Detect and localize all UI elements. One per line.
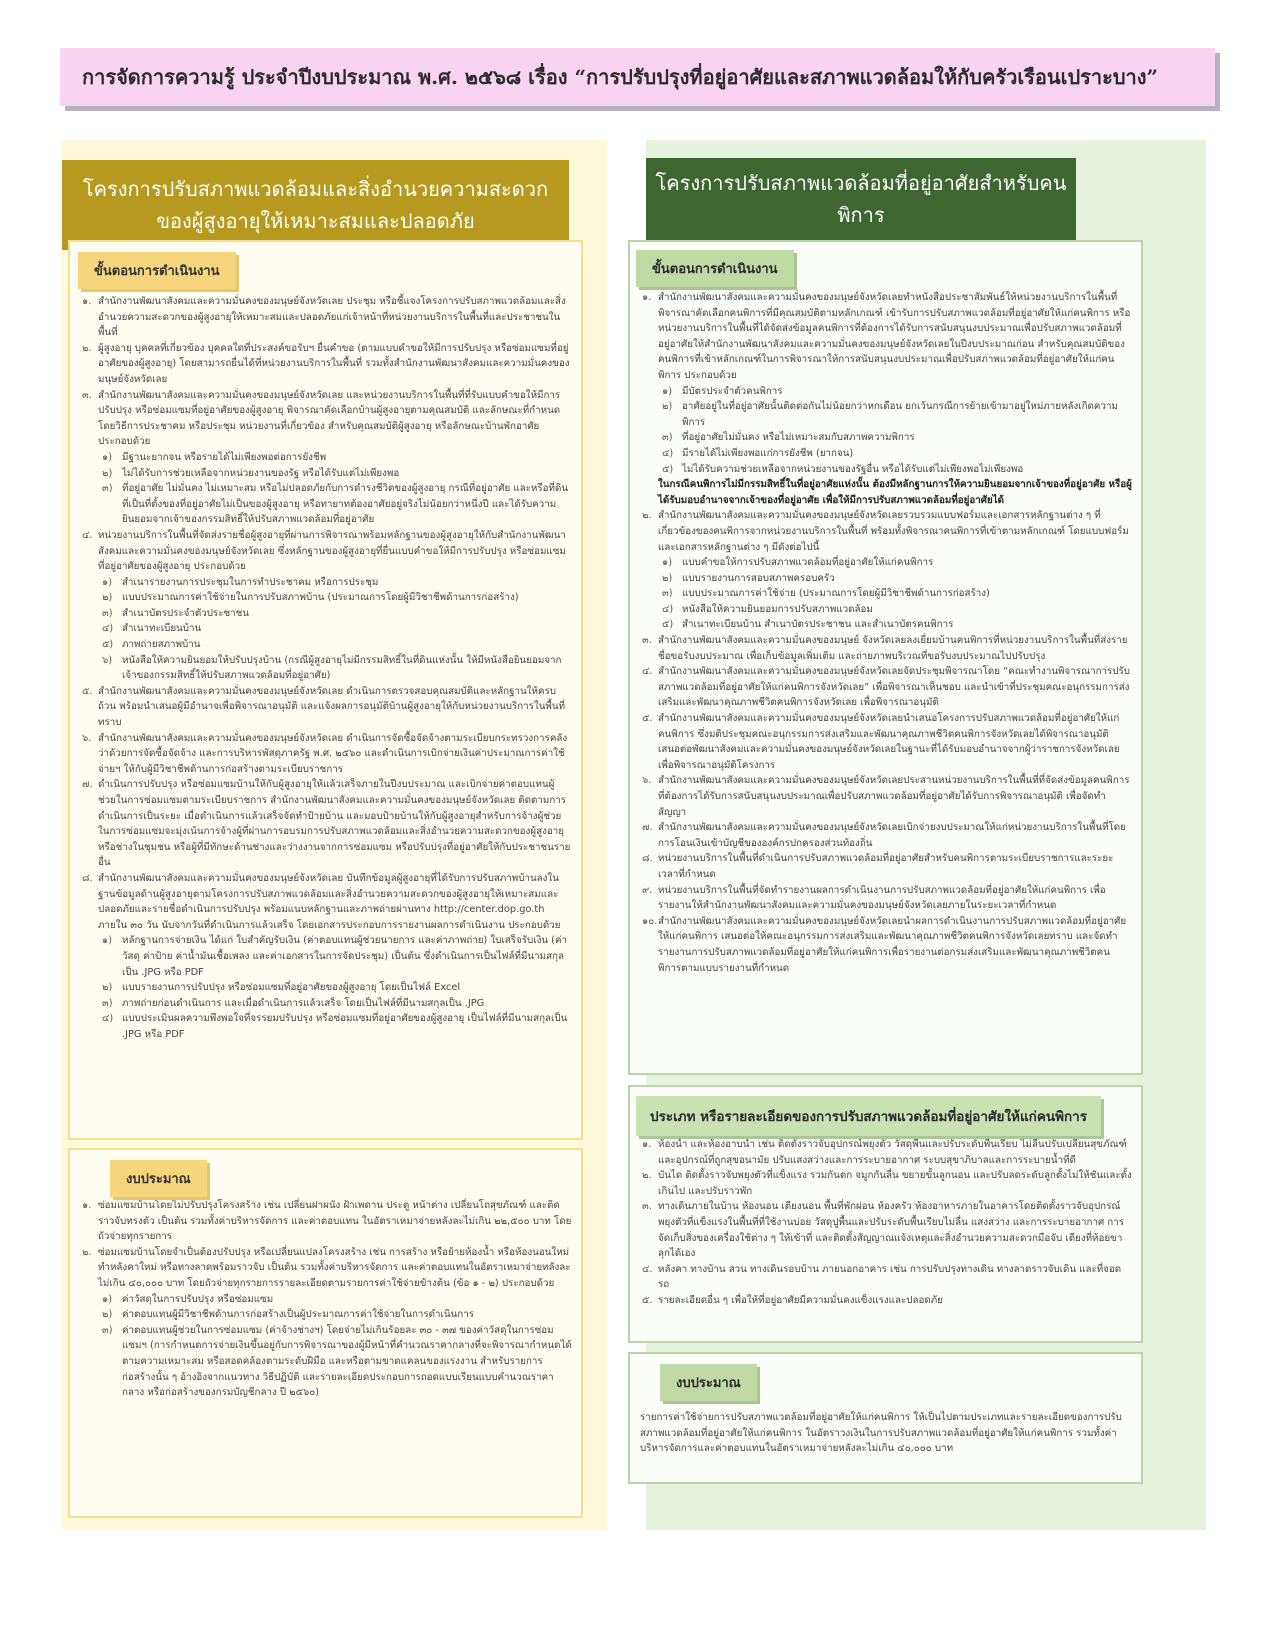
list-item: ๖. สำนักงานพัฒนาสังคมและความมั่นคงของมนุษย์จังหวัดเลยประสานหน่วยงานบริการในพื้นที่ที่จัดส่งข้อมูลคนพิการที่ต้องการได้รับการสนับสนุนงบประมาณเพื่อปรับสภาพแวดล้อมที่อยู่อาศัยได้รับการพิจารณาอนุมัติ เพื่อจัดทำสัญญา (642, 775, 1130, 818)
list-item: ๑. สำนักงานพัฒนาสังคมและความมั่นคงของมนุษย์จังหวัดเลย ประชุม หรือชี้แจงโครงการปรับสภาพแวดล้อมและสิ่งอำนวยความสะดวกของผู้สูงอายุให้เหมาะสมและปลอดภัยแก่เจ้าหน้าที่หน่วยงานบริการในพื้นที่และประชาชนในพื้นที่ (82, 296, 566, 339)
list-item: ๒. สำนักงานพัฒนาสังคมและความมั่นคงของมนุษย์จังหวัดเลยรวบรวมแบบฟอร์มและเอกสารหลักฐานต่าง ๆ ที่เกี่ยวข้องของคนพิการจากหน่วยงานบริการในพื้นที่ พร้อมทั้งพิจารณาคนพิการที่เข้าตามหลักเกณฑ์ โดยแบบฟอร์มและเอกสารหลักฐานต่าง ๆ มีดังต่อไปนี้ (642, 510, 1129, 553)
sub-item: ๔) สำเนาทะเบียนบ้าน (102, 623, 202, 635)
disability-project-title: โครงการปรับสภาพแวดล้อมที่อยู่อาศัยสำหรับคนพิการ (655, 171, 1067, 227)
sub-item: ๒) อาศัยอยู่ในที่อยู่อาศัยนั้นติดต่อกันไม่น้อยกว่าหกเดือน ยกเว้นกรณีการย้ายเข้ามาอยู่ใหม่ภายหลังเกิดความพิการ (662, 401, 1118, 428)
elderly-budget-panel (68, 1148, 583, 1518)
sub-item: ๕) สำเนาทะเบียนบ้าน สำเนาบัตรประชาชน และสำเนาบัตรคนพิการ (662, 619, 954, 631)
sub-item: ๓) ค่าตอบแทนผู้ช่วยในการซ่อมแซม (ค่าจ้างช่างฯ) โดยจ่ายไม่เกินร้อยละ ๓๐ - ๓๗ ของค่าวัสดุในการซ่อมแซมฯ (การกำหนดการจ่ายเงินขึ้นอยู่กับการพิจารณาของผู้มีหน้าที่คำนวณราคากลางที่จะพิจารณากำหนดได้ตามความเหมาะสม หรือสอดคล้องตามระดับฝีมือ และหรือตามขาดแคลนของแรงงาน สำหรับรายการก่อสร้างนั้น ๆ อ้างอิงจากแนวทาง วิธีปฏิบัติ และรายละเอียดประกอบการถอดแบบเรียนแบบคำนวณราคากลาง หรือก่อสร้างของกรมบัญชีกลาง ปี ๒๕๖๐) (102, 1324, 572, 1399)
disability-steps-heading: ขั้นตอนการดำเนินงาน (636, 250, 794, 287)
sub-item: ๑) แบบคำขอให้การปรับสภาพแวดล้อมที่อยู่อาศัยให้แก่คนพิการ (662, 557, 934, 569)
sub-item: ๒) ค่าตอบแทนผู้มีวิชาชีพด้านการก่อสร้างเป็นผู้ประมาณการค่าใช้จ่ายในการดำเนินการ (102, 1309, 474, 1321)
list-item: ๕. รายละเอียดอื่น ๆ เพื่อให้ที่อยู่อาศัยมีความมั่นคงแข็งแรงและปลอดภัย (642, 1294, 943, 1306)
sub-item: ๓) ภาพถ่ายก่อนดำเนินการ และเมื่อดำเนินการแล้วเสร็จ โดยเป็นไฟล์ที่มีนามสกุลเป็น .JPG (102, 997, 485, 1009)
list-item: ๒. ซ่อมแซมบ้านโดยจำเป็นต้องปรับปรุง หรือเปลี่ยนแปลงโครงสร้าง เช่น การสร้าง หรือย้ายห้องน้ำ หรือห้องนอนใหม่ ทำหลังคาใหม่ หรือทางลาดพร้อมราวจับ เป็นต้น รวมทั้งค่าบริหารจัดการ และค่าตอบแทนในอัตราเหมาจ่ายหลังละไม่เกิน ๔๐,๐๐๐ บาท โดยถัวจ่ายทุกรายการรายละเอียดตามรายการค่าใช้จ่ายข้างต้น (ข้อ ๑ - ๒) ประกอบด้วย (82, 1246, 571, 1289)
sub-item: ๒) แบบรายงานการสอบสภาพครอบครัว (662, 572, 835, 584)
sub-item: ๒) ไม่ได้รับการช่วยเหลือจากหน่วยงานของรัฐ หรือได้รับแต่ไม่เพียงพอ (102, 467, 400, 479)
list-item: ๓. ทางเดินภายในบ้าน ห้องนอน เตียงนอน พื้นที่พักผ่อน ห้องครัว ห้องอาหารภายในอาคารโดยติดตั้งราวจับอุปกรณ์พยุงตัวที่แข็งแรงในพื้นที่ที่ใช้งานบ่อย วัสดุปูพื้นและปรับระดับพื้นเรียบไม่ลื่น แสงสว่าง และการระบายอากาศ การจัดเก็บสิ่งของเครื่องใช้ต่าง ๆ ให้เข้าที่ และติดตั้งสัญญาณแจ้งเหตุและสิ่งอำนวยความสะดวกมือจับ เตียงที่ห้อยขาลุกได้เอง (642, 1201, 1124, 1260)
sub-item: ๓) สำเนาบัตรประจำตัวประชาชน (102, 607, 249, 619)
page-banner (60, 48, 1215, 106)
disability-types-heading: ประเภท หรือรายละเอียดของการปรับสภาพแวดล้อมที่อยู่อาศัยให้แก่คนพิการ (636, 1096, 1101, 1136)
list-item: ๗. สำนักงานพัฒนาสังคมและความมั่นคงของมนุษย์จังหวัดเลยเบิกจ่ายงบประมาณให้แก่หน่วยงานบริการในพื้นที่โดยการโอนเงินเข้าบัญชีขององค์กรปกครองส่วนท้องถิ่น (642, 822, 1126, 849)
sub-item: ๒) แบบรายงานการปรับปรุง หรือซ่อมแซมที่อยู่อาศัยของผู้สูงอายุ โดยเป็นไฟล์ Excel (102, 982, 461, 994)
disability-budget-heading: งบประมาณ (660, 1364, 757, 1401)
sub-item: ๖) หนังสือให้ความยินยอมให้ปรับปรุงบ้าน (กรณีผู้สูงอายุไม่มีกรรมสิทธิ์ในที่ดินแห่งนั้น ให้มีหนังสือยินยอมจากเจ้าของกรรมสิทธิ์ให้ปรับสภาพแวดล้อมที่อยู่อาศัย) (102, 654, 562, 682)
list-item: ๑๐. สำนักงานพัฒนาสังคมและความมั่นคงของมนุษย์จังหวัดเลยนำผลการดำเนินงานการปรับสภาพแวดล้อมที่อยู่อาศัยให้แก่คนพิการ เสนอต่อให้คณะอนุกรรมการส่งเสริมและพัฒนาคุณภาพชีวิตคนพิการจังหวัดเลยทราบ และจัดทำรายงานการปรับสภาพแวดล้อมที่อยู่อาศัยให้แก่คนพิการเพื่อรายงานต่อกรมส่งเสริมและพัฒนาคุณภาพชีวิตคนพิการตามแบบรายงานที่กำหนด (642, 915, 1127, 974)
sub-item: ๓) แบบประมาณการค่าใช้จ่าย (ประมาณการโดยผู้มีวิชาชีพด้านการก่อสร้าง) (662, 588, 990, 600)
list-item: ๓. สำนักงานพัฒนาสังคมและความมั่นคงของมนุษย์จังหวัดเลย และหน่วยงานบริการในพื้นที่ที่รับแบบคำขอให้มีการปรับปรุง หรือซ่อมแซมที่อยู่อาศัยของผู้สูงอายุ พิจารณาคัดเลือกบ้านผู้สูงอายุตามคุณสมบัติ และลักษณะที่กำหนด โดยวิธีการประชาคม หรือประชุม หน่วยงานที่เกี่ยวข้อง สำหรับคุณสมบัติผู้สูงอายุ หรือลักษณะบ้านพักอาศัย ประกอบด้วย (82, 389, 561, 448)
ownership-note: ในกรณีคนพิการไม่มีกรรมสิทธิ์ในที่อยู่อาศัยแห่งนั้น ต้องมีหลักฐานการให้ความยินยอมจากเจ้าของที่อยู่อาศัย หรือผู้ได้รับมอบอำนาจจากเจ้าของที่อยู่อาศัย เพื่อให้มีการปรับสภาพแวดล้อมที่อยู่อาศัยได้ (658, 479, 1132, 506)
list-item: ๑. ซ่อมแซมบ้านโดยไม่ปรับปรุงโครงสร้าง เช่น เปลี่ยนฝาผนัง ฝ้าเพดาน ประตู หน้าต่าง เปลี่ยนโถสุขภัณฑ์ และติดราวจับทรงตัว เป็นต้น รวมทั้งค่าบริหารจัดการ และค่าตอบแทน ในอัตราเหมาจ่ายหลังละไม่เกิน ๒๒,๕๐๐ บาท โดยถัวจ่ายทุกรายการ (82, 1200, 572, 1243)
list-item: ๕. สำนักงานพัฒนาสังคมและความมั่นคงของมนุษย์จังหวัดเลย ดำเนินการตรวจสอบคุณสมบัติและหลักฐานให้ครบถ้วน พร้อมนำเสนอผู้มีอำนาจเพื่อพิจารณาอนุมัติ และแจ้งผลการอนุมัติบ้านผู้สูงอายุให้กับหน่วยงานบริการในพื้นที่ทราบ (82, 685, 566, 729)
elderly-steps-heading: ขั้นตอนการดำเนินงาน (78, 252, 236, 289)
sub-item: ๑) มีบัตรประจำตัวคนพิการ (662, 385, 783, 397)
disability-project-header (646, 158, 1076, 240)
sub-item: ๕) ภาพถ่ายสภาพบ้าน (102, 639, 201, 651)
list-item: ๒. ผู้สูงอายุ บุคคลที่เกี่ยวข้อง บุคคลใดที่ประสงค์ขอรับฯ ยื่นคำขอ (ตามแบบคำขอให้มีการปรับปรุง หรือซ่อมแซมที่อยู่อาศัยของผู้สูงอายุ) โดยสามารถยื่นได้ที่หน่วยงานบริการในพื้นที่ รวมทั้งสำนักงานพัฒนาสังคมและความมั่นคงของมนุษย์จังหวัดเลย (82, 342, 570, 385)
elderly-project-header (62, 160, 569, 250)
elderly-steps-panel (68, 240, 583, 1140)
sub-item: ๒) แบบประมาณการค่าใช้จ่ายในการปรับสภาพบ้าน (ประมาณการโดยผู้มีวิชาชีพด้านการก่อสร้าง) (102, 592, 519, 604)
sub-item: ๔) หนังสือให้ความยินยอมการปรับสภาพแวดล้อม (662, 603, 873, 615)
sub-item: ๓) ที่อยู่อาศัยไม่มั่นคง หรือไม่เหมาะสมกับสภาพความพิการ (662, 432, 915, 444)
list-item: ๑. ห้องน้ำ และห้องอาบน้ำ เช่น ติดตั้งราวจับอุปกรณ์พยุงตัว วัสดุพื้นและปรับระดับพื้นเรียบ ไม่ลื่นปรับเปลี่ยนสุขภัณฑ์และอุปกรณ์ที่ถูกสุขอนามัย ปรับแสงสว่างและการระบายอากาศ ระบบสุขาภิบาลและการระบายน้ำที่ดี (642, 1139, 1127, 1166)
list-item: ๓. สำนักงานพัฒนาสังคมและความมั่นคงของมนุษย์ จังหวัดเลยลงเยี่ยมบ้านคนพิการที่หน่วยงานบริการในพื้นที่ส่งรายชื่อขอรับงบประมาณ เพื่อเก็บข้อมูลเพิ่มเติม และถ่ายภาพบริเวณที่ขอรับงบประมาณไปปรับปรุง (642, 635, 1128, 662)
list-item: ๘. หน่วยงานบริการในพื้นที่ดำเนินการปรับสภาพแวดล้อมที่อยู่อาศัยสำหรับคนพิการตามระเบียบราชการและระยะเวลาที่กำหนด (642, 853, 1114, 880)
sub-item: ๓) ที่อยู่อาศัย ไม่มั่นคง ไม่เหมาะสม หรือไม่ปลอดภัยกับการดำรงชีวิตของผู้สูงอายุ กรณีที่อยู่อาศัย และหรือที่ดินที่เป็นที่ตั้งของที่อยู่อาศัยไม่เป็นของผู้สูงอายุ หรือทายาทต้องอาศัยอยู่จริงไม่น้อยกว่าหนึ่งปี และได้รับความยินยอมจากเจ้าของกรรมสิทธิ์ให้ปรับสภาพแวดล้อมที่อยู่อาศัย (102, 483, 569, 526)
list-item: ๗. ดำเนินการปรับปรุง หรือซ่อมแซมบ้านให้กับผู้สูงอายุให้แล้วเสร็จภายในปีงบประมาณ และเบิกจ่ายค่าตอบแทนผู้ช่วยในการซ่อมแซมตามระเบียบราชการ สำนักงานพัฒนาสังคมและความมั่นคงของมนุษย์จังหวัดเลย ติดตามการดำเนินการเป็นระยะ เมื่อดำเนินการแล้วเสร็จจัดทำป้ายบ้าน และมอบป้ายบ้านให้กับผู้สูงอายุสำหรับการจ้างผู้ช่วยในการซ่อมแซมจะมุ่งเน้นการจ้างผู้ที่ผ่านการอบรมการปรับสภาพแวดล้อมและสิ่งอำนวยความสะดวกของผู้สูงอายุ หรือช่างในชุมชน หรือผู้ที่มีทักษะด้านช่างและว่างงานจากการซ่อมแซม หรือปรับปรุงที่อยู่อาศัยให้กับประชาชนรายอื่น (82, 779, 571, 869)
list-item: ๔. หน่วยงานบริการในพื้นที่จัดส่งรายชื่อผู้สูงอายุที่ผ่านการพิจารณาพร้อมหลักฐานของผู้สูงอายุให้กับสำนักงานพัฒนาสังคมและความมั่นคงของมนุษย์จังหวัดเลย ซึ่งหลักฐานของผู้สูงอายุที่ยื่นแบบคำขอให้มีการปรับปรุง หรือซ่อมแซมที่อยู่อาศัยของผู้สูงอายุ ประกอบด้วย (82, 529, 566, 573)
sub-item: ๑) ค่าวัสดุในการปรับปรุง หรือซ่อมแซม (102, 1293, 274, 1305)
list-item: ๔. หลังคา ทางบ้าน สวน ทางเดินรอบบ้าน ภายนอกอาคาร เช่น การปรับปรุงทางเดิน ทางลาดราวจับเดิน และที่จอดรถ (642, 1263, 1122, 1291)
sub-item: ๔) มีรายได้ไม่เพียงพอแก่การยังชีพ (ยากจน) (662, 447, 854, 459)
sub-item: ๕) ไม่ได้รับความช่วยเหลือจากหน่วยงานของรัฐอื่น หรือได้รับแต่ไม่เพียงพอไม่เพียงพอ (662, 463, 1024, 475)
sub-item: ๑) มีฐานะยากจน หรือรายได้ไม่เพียงพอต่อการยังชีพ (102, 451, 327, 463)
list-item: ๒. บันได ติดตั้งราวจับพยุงตัวที่แข็งแรง รวมกันตก จมูกกันลื่น ขยายขั้นลูกนอน และปรับลดระดับลูกตั้งไม่ให้ชันและตั้งเกินไป และปรับราวพัก (642, 1170, 1132, 1197)
page-title: การจัดการความรู้ ประจำปีงบประมาณ พ.ศ. ๒๕๖๘ เรื่อง “การปรับปรุงที่อยู่อาศัยและสภาพแวดล้อมให้กับครัวเรือนเปราะบาง” (82, 65, 1159, 89)
sub-item: ๑) สำเนารายงานการประชุมในการทำประชาคม หรือการประชุม (102, 576, 379, 588)
list-item: ๙. หน่วยงานบริการในพื้นที่จัดทำรายงานผลการดำเนินงานการปรับสภาพแวดล้อมที่อยู่อาศัยให้แก่คนพิการ เพื่อรายงานให้สำนักงานพัฒนาสังคมและความมั่นคงของมนุษย์จังหวัดเลยภายในระยะเวลาที่กำหนด (642, 884, 1106, 912)
sub-item: ๔) แบบประเมินผลความพึงพอใจที่จรรยมปรับปรุง หรือซ่อมแซมที่อยู่อาศัยของผู้สูงอายุ เป็นไฟล์ที่มีนามสกุลเป็น .JPG หรือ PDF (102, 1013, 568, 1040)
list-item: ๔. สำนักงานพัฒนาสังคมและความมั่นคงของมนุษย์จังหวัดเลยจัดประชุมพิจารณาโดย “คณะทำงานพิจารณาการปรับสภาพแวดล้อมที่อยู่อาศัยให้แก่คนพิการจังหวัดเลย” เพื่อพิจารณาเห็นชอบ และนำเข้าที่ประชุมคณะอนุกรรมการส่งเสริมและพัฒนาคุณภาพชีวิตคนพิการจังหวัดเลย เพื่อพิจารณาอนุมัติ (642, 666, 1130, 709)
sub-item: ๑) หลักฐานการจ่ายเงิน ได้แก่ ใบสำคัญรับเงิน (ค่าตอบแทนผู้ช่วยนายการ และค่าภาพถ่าย) ใบเสร็จรับเงิน (ค่าวัสดุ ค่าป้าย ค่าน้ำมันเชื้อเพลง และค่าเอกสารในการจัดประชุม) เป็นต้น ซึ่งดำเนินการเป็นไฟล์ที่มีนามสกุลเป็น .JPG หรือ PDF (102, 935, 568, 978)
elderly-project-title-line1: โครงการปรับสภาพแวดล้อมและสิ่งอำนวยความสะดวก (82, 177, 549, 201)
elderly-project-title-line2: ของผู้สูงอายุให้เหมาะสมและปลอดภัย (156, 209, 475, 233)
elderly-budget-heading: งบประมาณ (110, 1160, 207, 1197)
disability-steps-panel (628, 240, 1143, 1075)
disability-budget-text: รายการค่าใช้จ่ายการปรับสภาพแวดล้อมที่อยู่อาศัยให้แก่คนพิการ ให้เป็นไปตามประเภทและรายละเอียดของการปรับสภาพแวดล้อมที่อยู่อาศัยให้แก่คนพิการ ในอัตราวงเงินในการปรับสภาพแวดล้อมที่อยู่อาศัยให้แก่คนพิการ รวมทั้งค่าบริหารจัดการและค่าตอบแทนในอัตราเหมาจ่ายหลังละไม่เกิน ๔๐,๐๐๐ บาท (640, 1412, 1122, 1455)
list-item: ๕. สำนักงานพัฒนาสังคมและความมั่นคงของมนุษย์จังหวัดเลยนำเสนอโครงการปรับสภาพแวดล้อมที่อยู่อาศัยให้แก่คนพิการ ซึ่งมติประชุมคณะอนุกรรมการส่งเสริมและพัฒนาคุณภาพชีวิตคนพิการจังหวัดเลยได้พิจารณาอนุมัติ เสนอต่อพัฒนาสังคมและความมั่นคงของมนุษย์จังหวัดเลยในฐานะที่ได้รับมอบอำนาจจากผู้ว่าราชการจังหวัดเลย เพื่อพิจารณาอนุมัติโครงการ (642, 713, 1120, 771)
list-item: ๘. สำนักงานพัฒนาสังคมและความมั่นคงของมนุษย์จังหวัดเลย บันทึกข้อมูลผู้สูงอายุที่ได้รับการปรับสภาพบ้านลงในฐานข้อมูลด้านผู้สูงอายุตามโครงการปรับสภาพแวดล้อมและสิ่งอำนวยความสะดวกของผู้สูงอายุให้เหมาะสมและปลอดภัยและรายชื่อดำเนินการปรับปรุง พร้อมแนบหลักฐานและภาพถ่ายผ่านทาง http://center.dop.go.th ภายใน ๓๐ วัน นับจากวันที่ดำเนินการแล้วเสร็จ โดยเอกสารประกอบการรายงานผลการดำเนินงาน ประกอบด้วย (82, 872, 561, 931)
list-item: ๖. สำนักงานพัฒนาสังคมและความมั่นคงของมนุษย์จังหวัดเลย ดำเนินการจัดซื้อจัดจ้างตามระเบียบกระทรวงการคลัง ว่าด้วยการจัดซื้อจัดจ้าง และการบริหารพัสดุภาครัฐ พ.ศ. ๒๕๖๐ และดำเนินการเบิกจ่ายเงินค่าประมาณการค่าใช้จ่ายฯ ให้กับผู้มีวิชาชีพด้านการก่อสร้างตามระเบียบราชการ (82, 732, 568, 775)
list-item: ๑. สำนักงานพัฒนาสังคมและความมั่นคงของมนุษย์จังหวัดเลยทำหนังสือประชาสัมพันธ์ให้หน่วยงานบริการในพื้นที่พิจารณาคัดเลือกคนพิการที่มีคุณสมบัติตามหลักเกณฑ์ เข้ารับการปรับสภาพแวดล้อมที่อยู่อาศัยให้แก่คนพิการ หรือหน่วยงานบริการในพื้นที่ได้จัดส่งข้อมูลคนพิการที่ต้องการได้รับการสนับสนุนงบประมาณเพื่อปรับสภาพแวดล้อมที่อยู่อาศัยให้สำนักงานพัฒนาสังคมและความมั่นคงของมนุษย์จังหวัดเลยในปีงบประมาณก่อน สำหรับคุณสมบัติของคนพิการที่เข้าหลักเกณฑ์ในการพิจารณาให้การสนับสนุนงบประมาณเพื่อปรับสภาพแวดล้อมที่อยู่อาศัยให้แก่คนพิการ ประกอบด้วย (642, 292, 1131, 381)
